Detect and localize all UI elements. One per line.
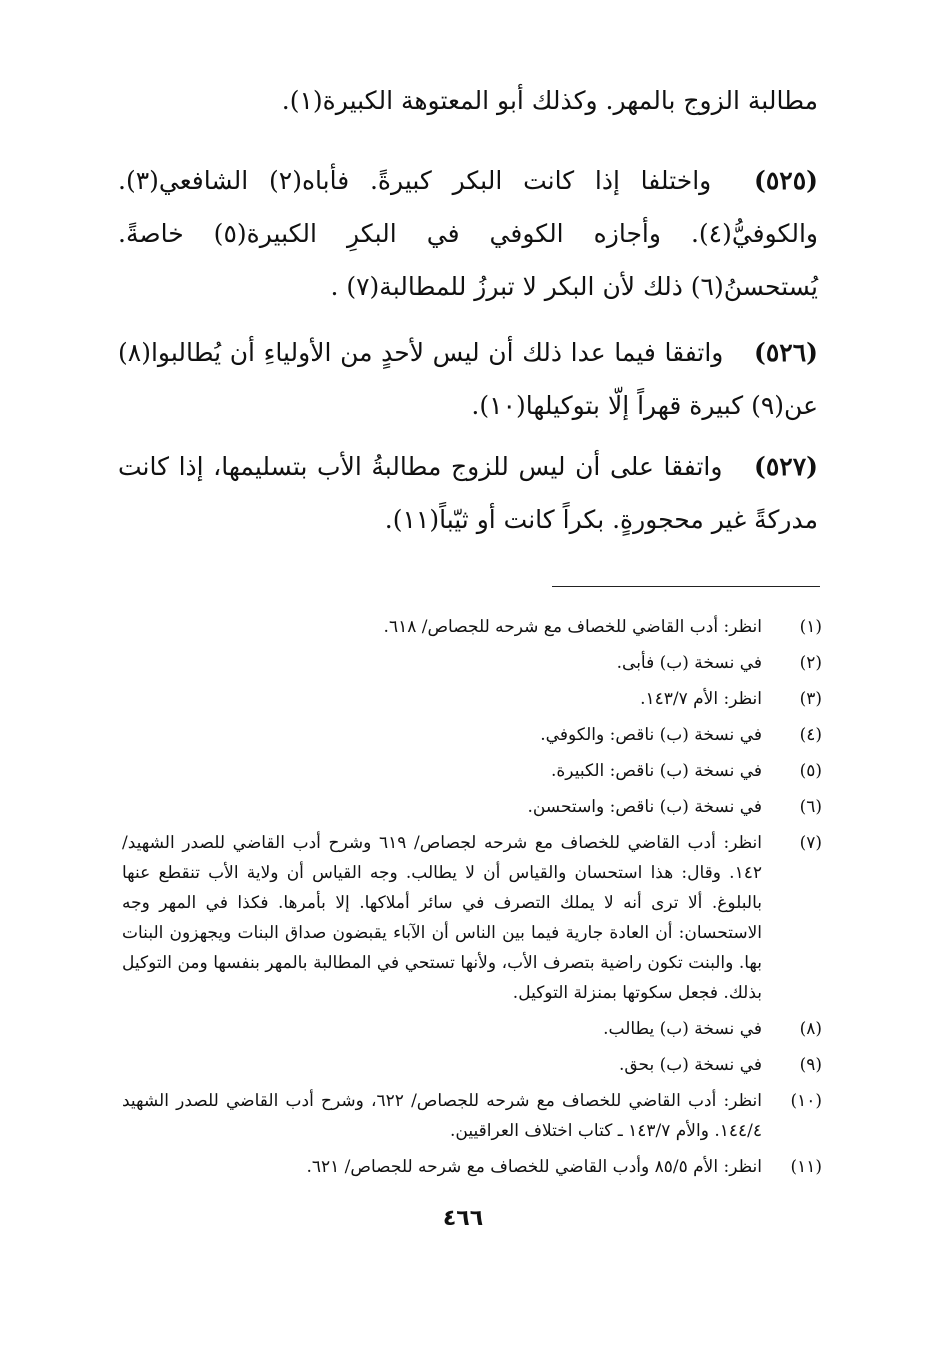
footnote-number: (١٠) xyxy=(790,1091,822,1111)
footnote-text: في نسخة (ب) ناقص: الكبيرة. xyxy=(551,761,762,781)
paragraph-text: واختلفا إذا كانت البكر كبيرةً. فأباه(٢) الشافعي(٣). والكوفيُّ(٤). وأجازه الكوفي في البكرِ الكبيرة(٥) خاصةً. يُستحسنُ(٦) ذلك لأن البكر لا تبرزُ للمطالبة(٧) . xyxy=(118,166,818,301)
footnote-text: في نسخة (ب) ناقص: واستحسن. xyxy=(527,797,762,817)
paragraph-525 xyxy=(118,154,818,313)
footnote-number: (٩) xyxy=(799,1055,822,1075)
footnote-text: انظر: أدب القاضي للخصاف مع شرحه للجصاص/ ٦١٨. xyxy=(383,617,762,637)
footnotes xyxy=(122,612,822,1188)
footnote-number: (٤) xyxy=(799,725,822,745)
footnote-text: في نسخة (ب) ناقص: والكوفي. xyxy=(540,725,762,745)
paragraph-text: واتفقا فيما عدا ذلك أن ليس لأحدٍ من الأولياءِ أن يُطالبوا(٨) عن(٩) كبيرة قهراً إلّا بتوكيلها(١٠). xyxy=(118,338,818,420)
footnote-9 xyxy=(122,1050,822,1080)
footnote-10 xyxy=(122,1086,822,1146)
footnote-5 xyxy=(122,756,822,786)
footnote-text: انظر: الأم ١٤٣/٧. xyxy=(640,689,762,709)
footnote-text: في نسخة (ب) فأبى. xyxy=(616,653,762,673)
footnote-number: (٨) xyxy=(799,1019,822,1039)
paragraph-number: (٥٢٥) xyxy=(754,166,818,195)
page-number: ٤٦٦ xyxy=(442,1206,484,1231)
footnote-7 xyxy=(122,828,822,1008)
footnote-number: (١١) xyxy=(790,1157,822,1177)
footnote-2 xyxy=(122,648,822,678)
paragraph-text: واتفقا على أن ليس للزوج مطالبةُ الأب بتسليمها، إذا كانت مدركةً غير محجورةٍ. بكراً كانت أو ثيّباً(١١). xyxy=(118,452,818,534)
footnote-6 xyxy=(122,792,822,822)
footnote-3 xyxy=(122,684,822,714)
footnote-8 xyxy=(122,1014,822,1044)
footnote-number: (٢) xyxy=(799,653,822,673)
paragraph-number: (٥٢٧) xyxy=(754,452,818,481)
footnote-text: انظر: أدب القاضي للخصاف مع شرحه للجصاص/ ٦٢٢، وشرح أدب القاضي للصدر الشهيد ١٤٤/٤. والأم ١٤٣/٧ ـ كتاب اختلاف العراقيين. xyxy=(122,1091,762,1141)
footnote-number: (١) xyxy=(799,617,822,637)
footnote-text: انظر: الأم ٨٥/٥ وأدب القاضي للخصاف مع شرحه للجصاص/ ٦٢١. xyxy=(306,1157,762,1177)
footnote-text: انظر: أدب القاضي للخصاف مع شرحه لجصاص/ ٦١٩ وشرح أدب القاضي للصدر الشهيد/ ١٤٢. وقال: هذا استحسان والقياس أن لا يطالب. وجه القياس أن ولاية الأب تنقطع عنها بالبلوغ. ألا ترى أنه لا يملك التصرف في سائر أملاكها. إلا بأمرها. فكذا في المهر وجه الاستحسان: أن العادة جارية فيما بين الناس أن الآباء يقبضون صداق البنات ويجهزون البنات بها. والبنت تكون راضية بتصرف الأب، ولأنها تستحي في المطالبة بالمهر بنفسها ومن التوكيل بذلك. فجعل سكوتها بمنزلة التوكيل. xyxy=(122,833,762,1003)
footnote-number: (٧) xyxy=(799,833,822,853)
opening-line xyxy=(118,74,818,127)
footnote-number: (٥) xyxy=(799,761,822,781)
paragraph-527 xyxy=(118,440,818,546)
opening-line-text: مطالبة الزوج بالمهر. وكذلك أبو المعتوهة الكبيرة(١). xyxy=(281,86,818,115)
paragraph-number: (٥٢٦) xyxy=(754,338,818,367)
footnote-11 xyxy=(122,1152,822,1182)
footnote-text: في نسخة (ب) يطالب. xyxy=(603,1019,762,1039)
footnote-text: في نسخة (ب) بحق. xyxy=(618,1055,762,1075)
footnote-number: (٦) xyxy=(799,797,822,817)
footnote-divider xyxy=(552,586,820,587)
footnote-4 xyxy=(122,720,822,750)
footnote-1 xyxy=(122,612,822,642)
paragraph-526 xyxy=(118,326,818,432)
footnote-number: (٣) xyxy=(799,689,822,709)
